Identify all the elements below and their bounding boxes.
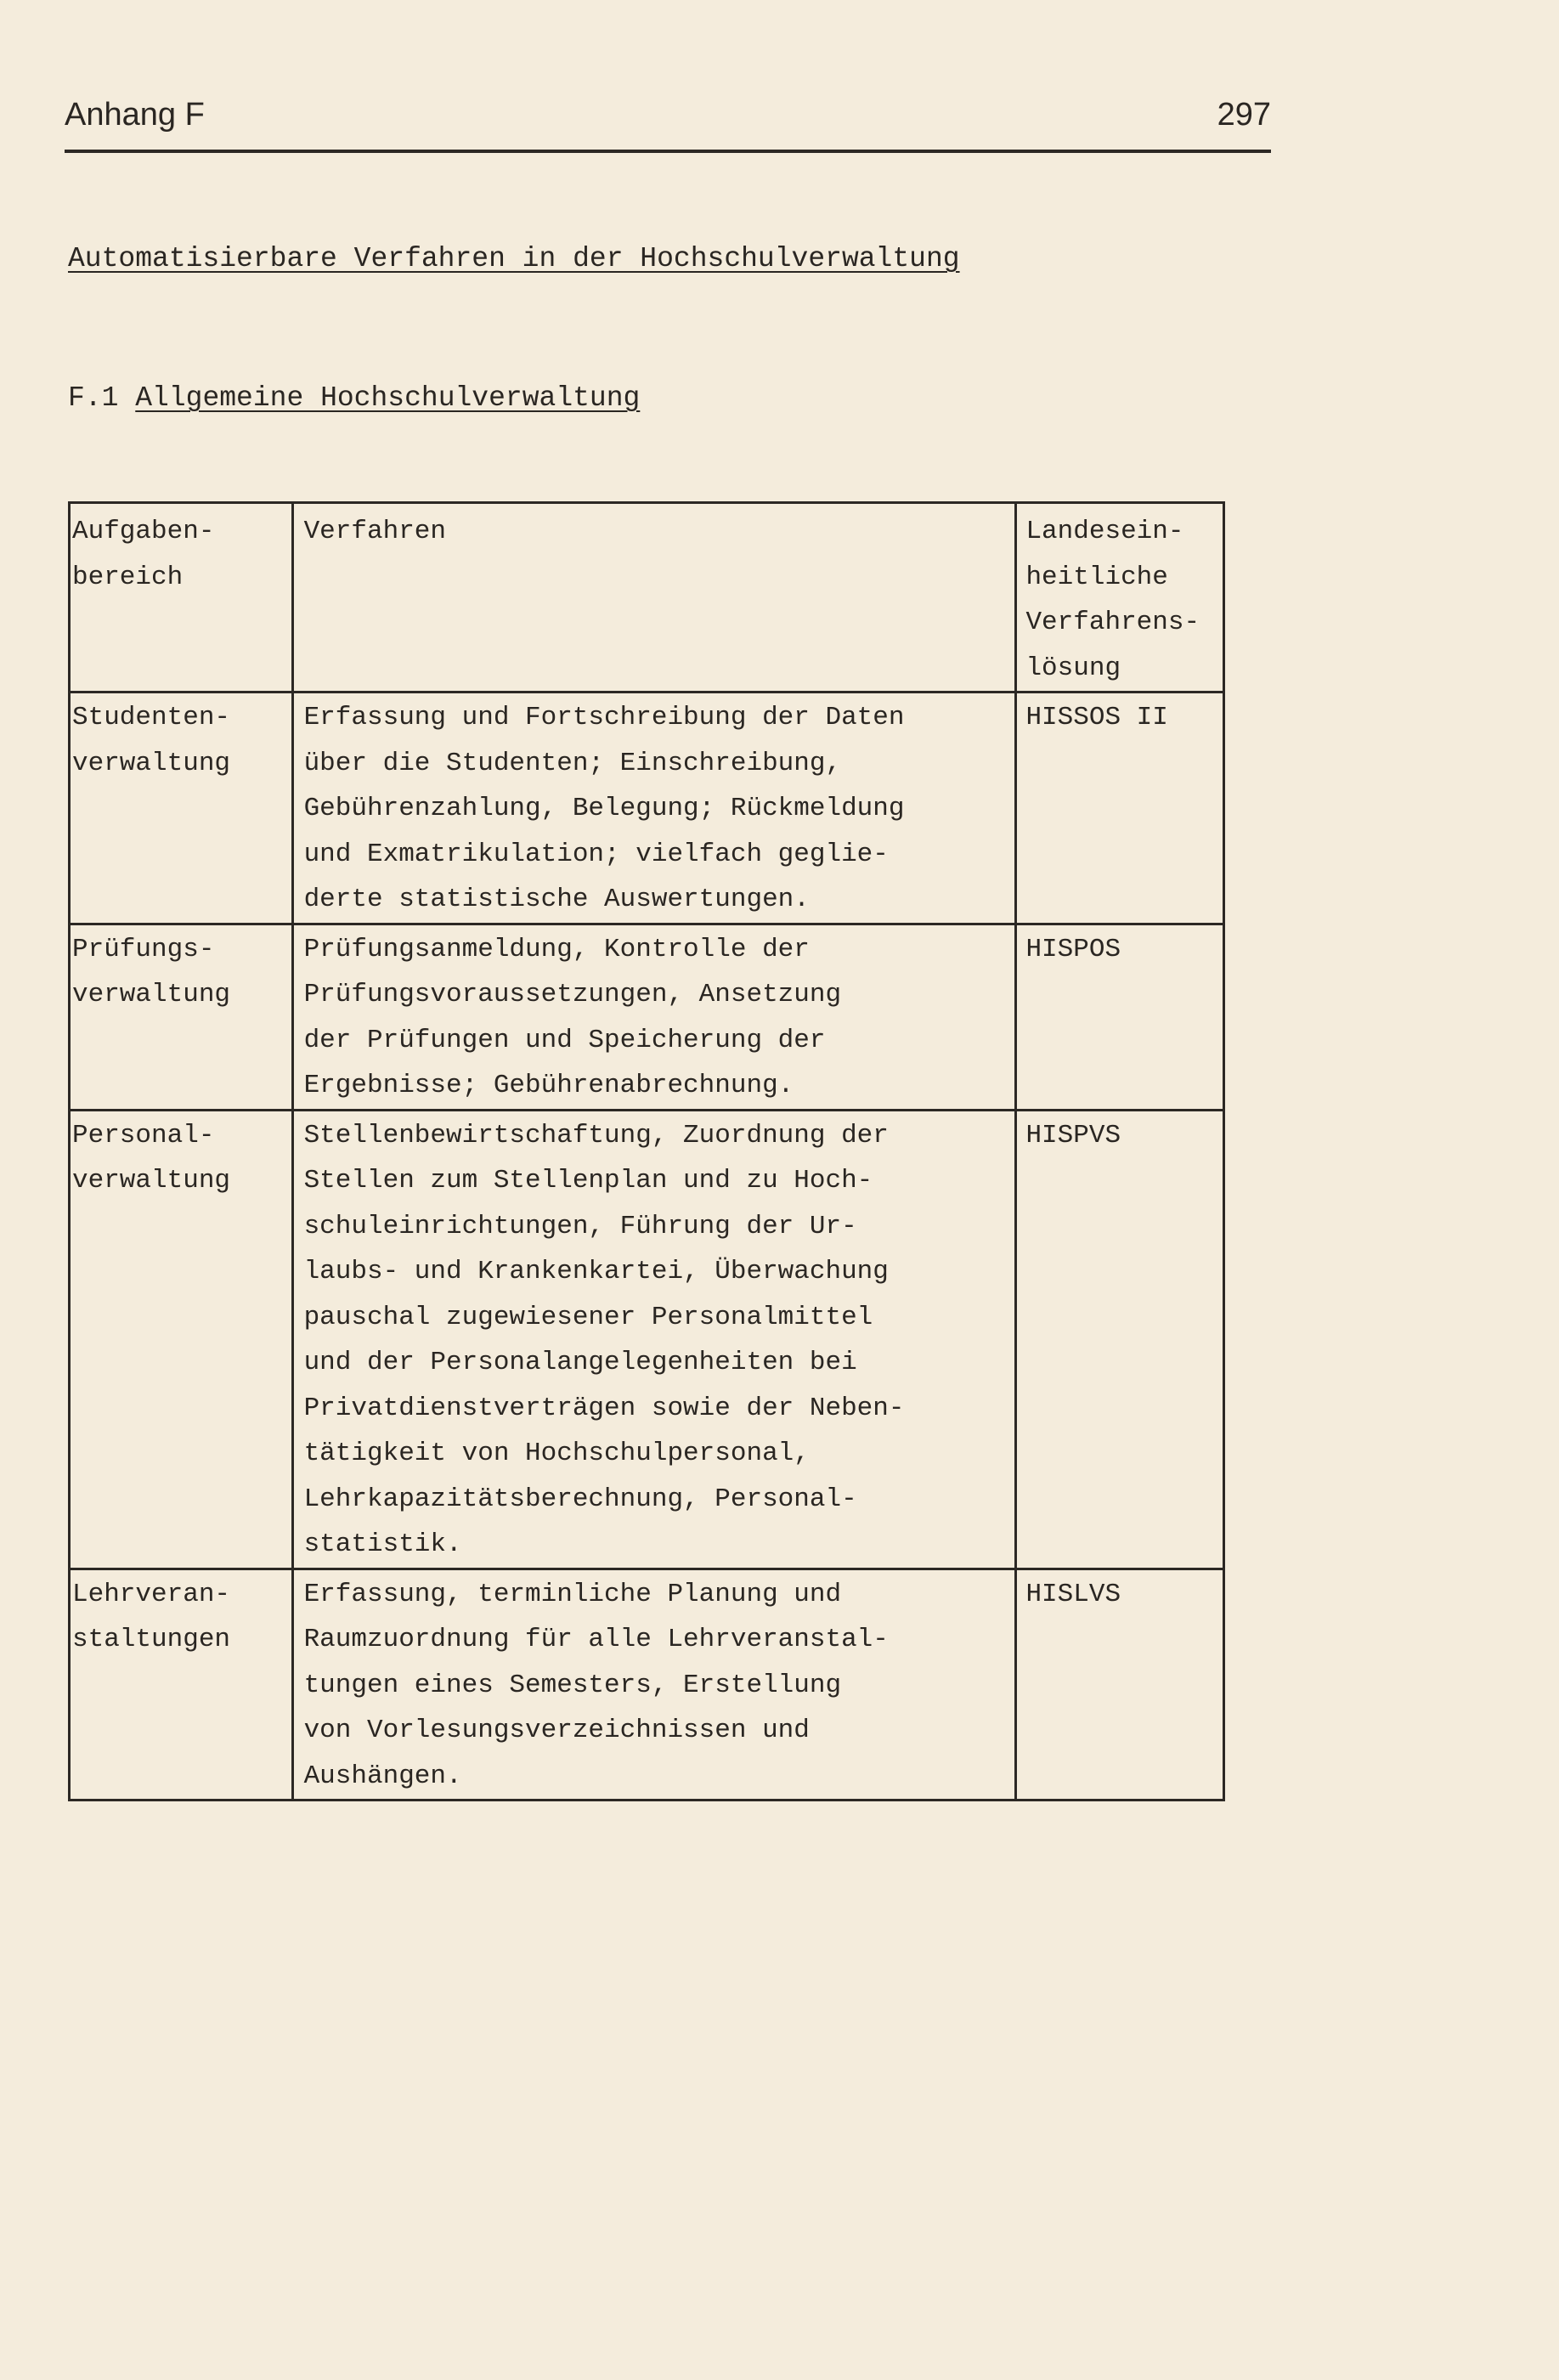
procedures-table [68, 501, 1225, 1801]
page-number: 297 [1217, 97, 1271, 133]
procedure-line: Erfassung und Fortschreibung der Daten [303, 703, 905, 732]
header-cell-procedure [292, 503, 1016, 693]
area-line: Personal- [72, 1120, 215, 1150]
section-number: F.1 [68, 382, 119, 414]
solution-value: HISLVS [1025, 1579, 1121, 1609]
header-cell-area [70, 503, 293, 693]
procedure-cell [292, 1569, 1016, 1801]
procedure-line: und der Personalangelegenheiten bei [303, 1348, 857, 1377]
procedure-line: Prüfungsanmeldung, Kontrolle der [303, 934, 810, 964]
procedure-line: derte statistische Auswertungen. [303, 885, 810, 914]
header-line: Landesein- [1025, 517, 1184, 546]
document-title: Automatisierbare Verfahren in der Hochschulverwaltung [68, 243, 960, 274]
procedure-line: pauschal zugewiesener Personalmittel [303, 1302, 873, 1332]
table-header-row [70, 503, 1224, 693]
procedure-line: laubs- und Krankenkartei, Überwachung [303, 1257, 889, 1286]
header-line: lösung [1025, 653, 1121, 683]
procedure-line: Stellenbewirtschaftung, Zuordnung der [303, 1120, 889, 1150]
header-line: Verfahren [303, 517, 447, 546]
table-row [70, 693, 1224, 924]
solution-cell [1016, 1569, 1224, 1801]
procedure-line: und Exmatrikulation; vielfach geglie- [303, 839, 889, 869]
area-line: Prüfungs- [72, 934, 215, 964]
area-line: Studenten- [72, 703, 231, 732]
header-cell-solution [1016, 503, 1224, 693]
procedure-line: tungen eines Semesters, Erstellung [303, 1670, 842, 1700]
header-line: Verfahrens- [1025, 608, 1200, 637]
running-header-title: Anhang F [65, 97, 205, 133]
procedure-line: Gebührenzahlung, Belegung; Rückmeldung [303, 794, 905, 823]
procedure-line: der Prüfungen und Speicherung der [303, 1025, 826, 1055]
solution-value: HISPOS [1025, 934, 1121, 964]
procedure-line: Stellen zum Stellenplan und zu Hoch- [303, 1166, 873, 1196]
table-row [70, 1110, 1224, 1569]
procedure-line: Aushängen. [303, 1761, 462, 1791]
procedure-line: Ergebnisse; Gebührenabrechnung. [303, 1071, 794, 1100]
running-header [65, 95, 1271, 153]
procedure-cell [292, 1110, 1016, 1569]
area-cell [70, 1569, 293, 1801]
solution-value: HISSOS II [1025, 703, 1168, 732]
procedure-line: Privatdienstverträgen sowie der Neben- [303, 1393, 905, 1423]
section-heading [68, 382, 640, 414]
solution-value: HISPVS [1025, 1120, 1121, 1150]
section-title: Allgemeine Hochschulverwaltung [135, 382, 641, 414]
area-cell [70, 693, 293, 924]
area-cell [70, 1110, 293, 1569]
procedure-line: Raumzuordnung für alle Lehrveranstal- [303, 1625, 889, 1654]
header-line: heitliche [1025, 562, 1168, 592]
solution-cell [1016, 1110, 1224, 1569]
procedure-line: schuleinrichtungen, Führung der Ur- [303, 1211, 857, 1241]
procedure-line: Lehrkapazitätsberechnung, Personal- [303, 1484, 857, 1514]
procedure-line: statistik. [303, 1529, 462, 1559]
procedure-line: von Vorlesungsverzeichnissen und [303, 1716, 810, 1745]
solution-cell [1016, 924, 1224, 1110]
header-line: Aufgaben- [72, 517, 215, 546]
area-line: verwaltung [72, 980, 231, 1009]
procedure-line: tätigkeit von Hochschulpersonal, [303, 1439, 810, 1468]
procedure-line: Erfassung, terminliche Planung und [303, 1579, 842, 1609]
solution-cell [1016, 693, 1224, 924]
area-line: verwaltung [72, 1166, 231, 1196]
table-row [70, 924, 1224, 1110]
area-line: verwaltung [72, 748, 231, 778]
procedure-cell [292, 693, 1016, 924]
header-line: bereich [72, 562, 184, 592]
procedure-line: Prüfungsvoraussetzungen, Ansetzung [303, 980, 842, 1009]
table-row [70, 1569, 1224, 1801]
area-cell [70, 924, 293, 1110]
area-line: Lehrveran- [72, 1579, 231, 1609]
procedure-cell [292, 924, 1016, 1110]
procedure-line: über die Studenten; Einschreibung, [303, 748, 842, 778]
area-line: staltungen [72, 1625, 231, 1654]
